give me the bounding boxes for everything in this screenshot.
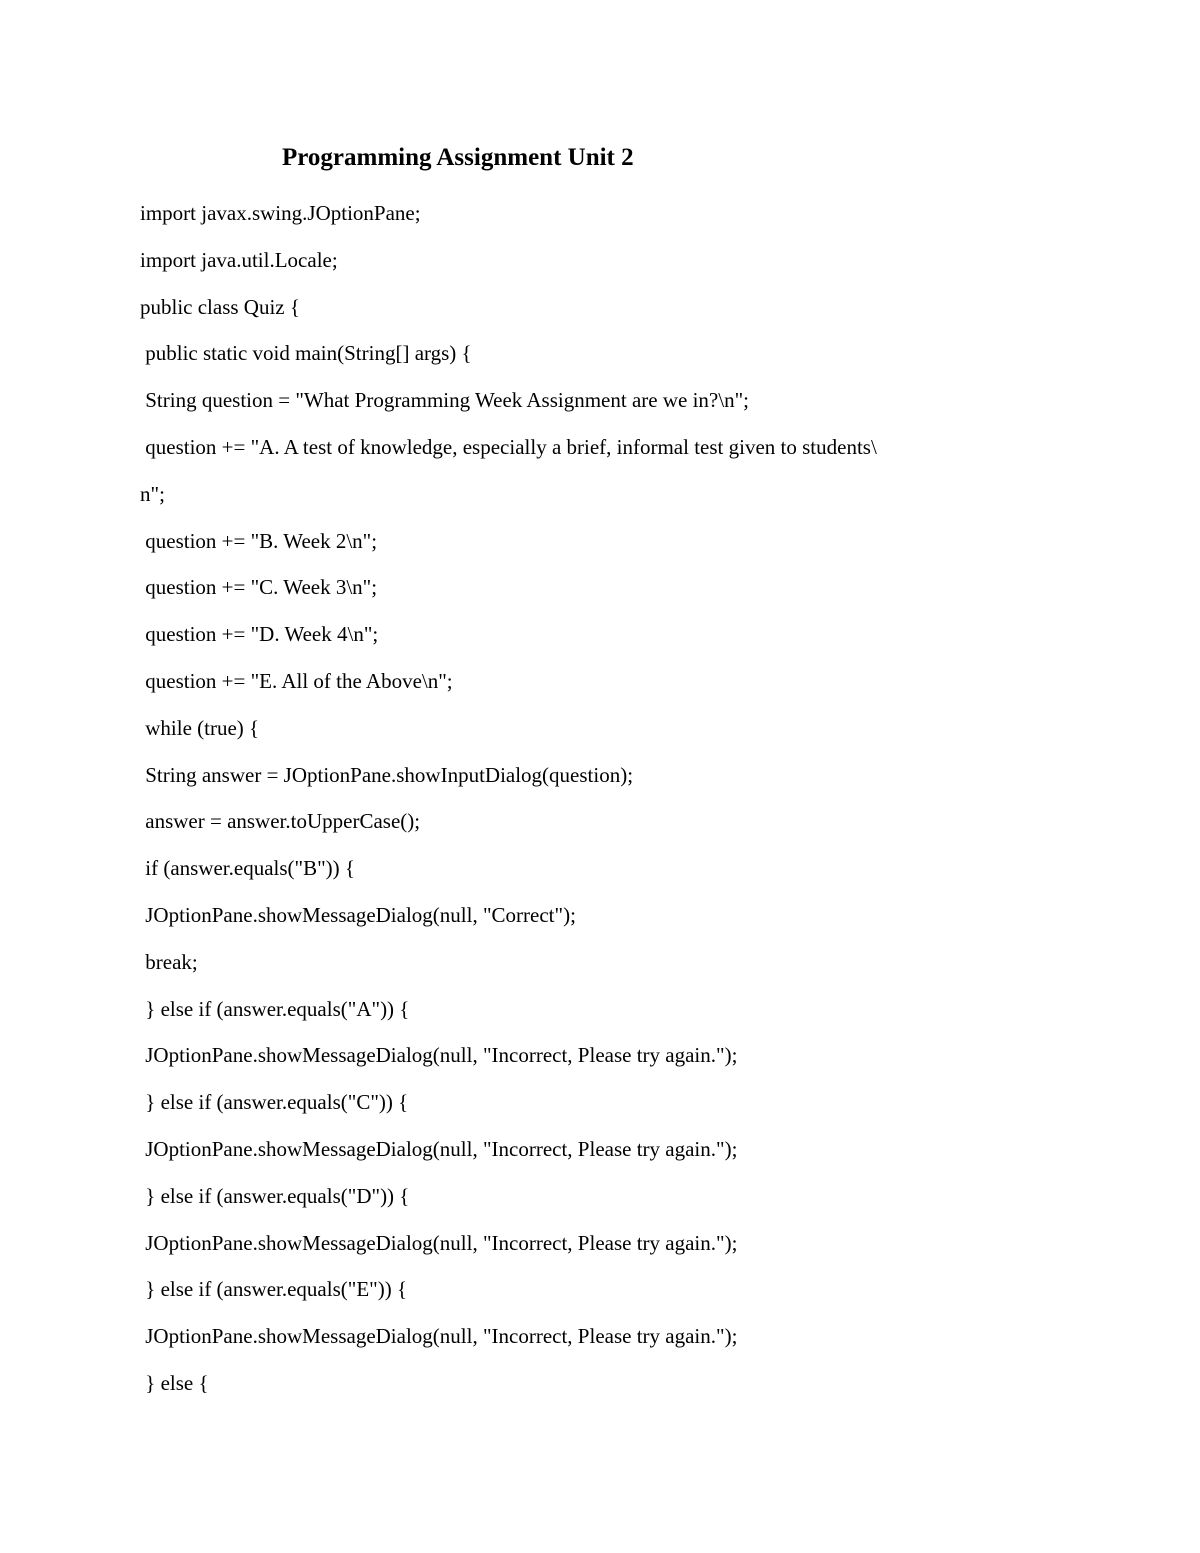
code-line: public static void main(String[] args) {	[140, 341, 472, 366]
code-listing	[140, 190, 1020, 1407]
code-line: import java.util.Locale;	[140, 247, 338, 272]
code-line: question += "A. A test of knowledge, especially a brief, informal test given to students\	[140, 434, 877, 459]
code-line: String answer = JOptionPane.showInputDialog(question);	[140, 762, 634, 787]
code-line: answer = answer.toUpperCase();	[140, 809, 421, 834]
code-line: JOptionPane.showMessageDialog(null, "Incorrect, Please try again.");	[140, 1230, 738, 1255]
code-line: } else if (answer.equals("E")) {	[140, 1277, 408, 1302]
code-line: public class Quiz {	[140, 294, 300, 319]
code-line: JOptionPane.showMessageDialog(null, "Incorrect, Please try again.");	[140, 1324, 738, 1349]
code-line: while (true) {	[140, 715, 260, 740]
code-line: JOptionPane.showMessageDialog(null, "Incorrect, Please try again.");	[140, 1136, 738, 1161]
code-line: String question = "What Programming Week Assignment are we in?\n";	[140, 388, 749, 413]
code-line: } else {	[140, 1370, 209, 1395]
code-line: question += "C. Week 3\n";	[140, 575, 378, 600]
code-line: JOptionPane.showMessageDialog(null, "Incorrect, Please try again.");	[140, 1043, 738, 1068]
code-line: n";	[140, 481, 165, 506]
code-line: import javax.swing.JOptionPane;	[140, 201, 421, 225]
code-line: break;	[140, 949, 198, 974]
code-line: question += "D. Week 4\n";	[140, 622, 379, 647]
document-title: Programming Assignment Unit 2	[282, 144, 634, 171]
code-line: question += "E. All of the Above\n";	[140, 668, 453, 693]
code-line: } else if (answer.equals("A")) {	[140, 996, 410, 1021]
code-line: JOptionPane.showMessageDialog(null, "Correct");	[140, 902, 576, 927]
code-line: } else if (answer.equals("D")) {	[140, 1183, 410, 1208]
code-line: question += "B. Week 2\n";	[140, 528, 378, 553]
code-line: } else if (answer.equals("C")) {	[140, 1090, 409, 1115]
code-line: if (answer.equals("B")) {	[140, 856, 355, 881]
